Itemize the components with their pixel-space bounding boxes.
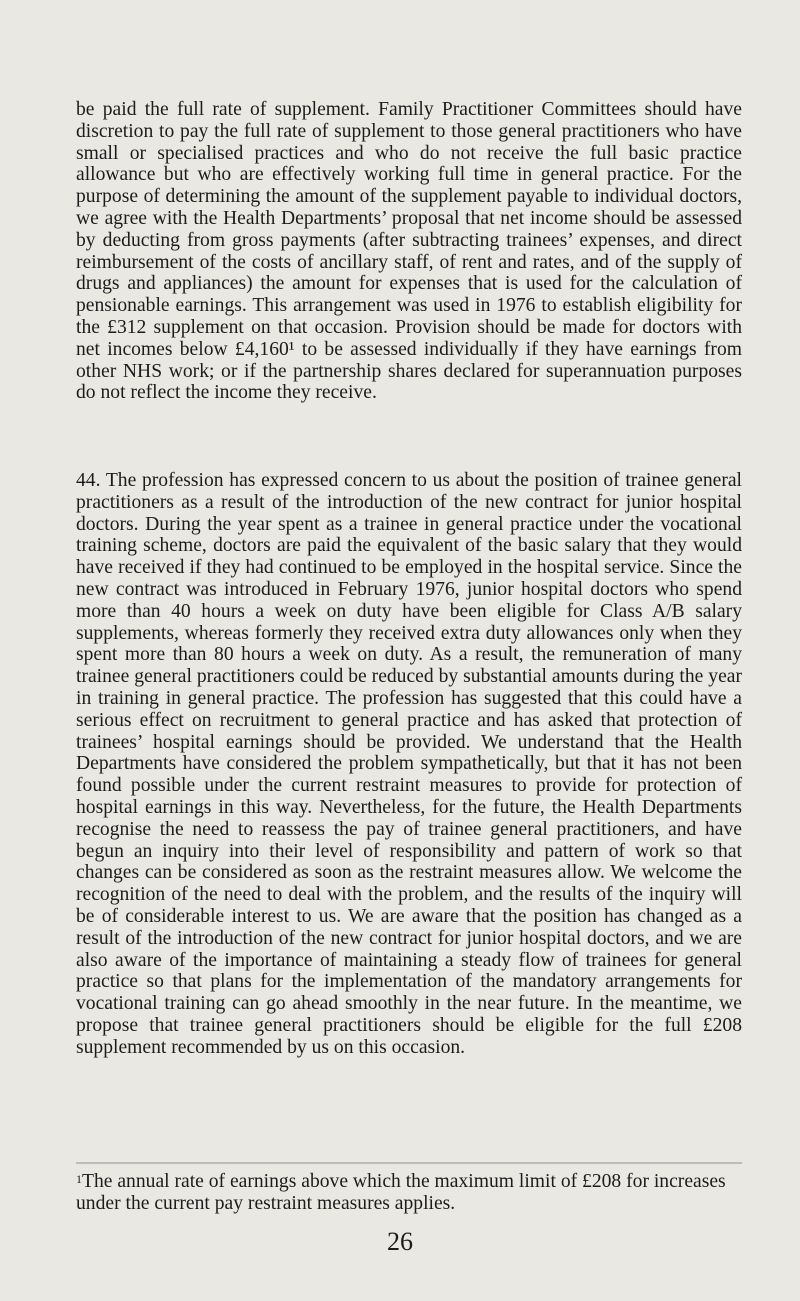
footnote-text: The annual rate of earnings above which the maximum limit of £208 for increases under the current pay restraint measures applies. <box>76 1171 726 1214</box>
body-paragraph-44: 44. The profession has expressed concern to us about the position of trainee general practitioners as a result of the introduction of the new contract for junior hospital doctors. During the year spent as a trainee in general practice under the vocational training scheme, doctors are paid the equivalent of the basic salary that they would have received if they had continued to be employed in the hospital service. Since the new contract was introduced in February 1976, junior hospital doctors who spend more than 40 hours a week on duty have been eligible for Class A/B salary supplements, whereas formerly they received extra duty allowances only when they spent more than 80 hours a week on duty. As a result, the remuneration of many trainee general practitioners could be reduced by substantial amounts during the year in training in general practice. The profession has suggested that this could have a serious effect on recruitment to general practice and has asked that protection of trainees’ hospital earnings should be provided. We understand that the Health Departments have considered the problem sympathetically, but that it has not been found possible under the current restraint measures to provide for protection of hospital earnings in this way. Nevertheless, for the future, the Health Departments recognise the need to reassess the pay of trainee general practitioners, and have begun an inquiry into their level of responsibility and pattern of work so that changes can be considered as soon as the restraint measures allow. We welcome the recognition of the need to deal with the problem, and the results of the inquiry will be of considerable interest to us. We are aware that the position has changed as a result of the introduction of the new contract for junior hospital doctors, and we are also aware of the importance of maintaining a steady flow of trainees for general practice so that plans for the implementation of the mandatory arrangements for vocational training can go ahead smoothly in the near future. In the meantime, we propose that trainee general practitioners should be eligible for the full £208 supplement recommended by us on this occasion. <box>76 470 742 1058</box>
body-paragraph-1: be paid the full rate of supplement. Family Practitioner Committees should have discretion to pay the full rate of supplement to those general practitioners who have small or specialised practices and who do not receive the full basic practice allowance but who are effectively working full time in general practice. For the purpose of determining the amount of the supplement payable to individual doctors, we agree with the Health Departments’ proposal that net income should be assessed by deducting from gross payments (after subtracting trainees’ expenses, and direct reimbursement of the costs of ancillary staff, of rent and rates, and of the supply of drugs and appliances) the amount for expenses that is used for the calculation of pensionable earnings. This arrangement was used in 1976 to establish eligibility for the £312 supplement on that occasion. Provision should be made for doctors with net incomes below £4,160¹ to be assessed individually if they have earnings from other NHS work; or if the partnership shares declared for superannuation purposes do not reflect the income they receive. <box>76 99 742 404</box>
footnote-divider <box>76 1162 742 1164</box>
page-number: 26 <box>387 1227 413 1256</box>
footnote-marker: 1 <box>76 1172 82 1186</box>
footnote <box>76 1171 742 1215</box>
